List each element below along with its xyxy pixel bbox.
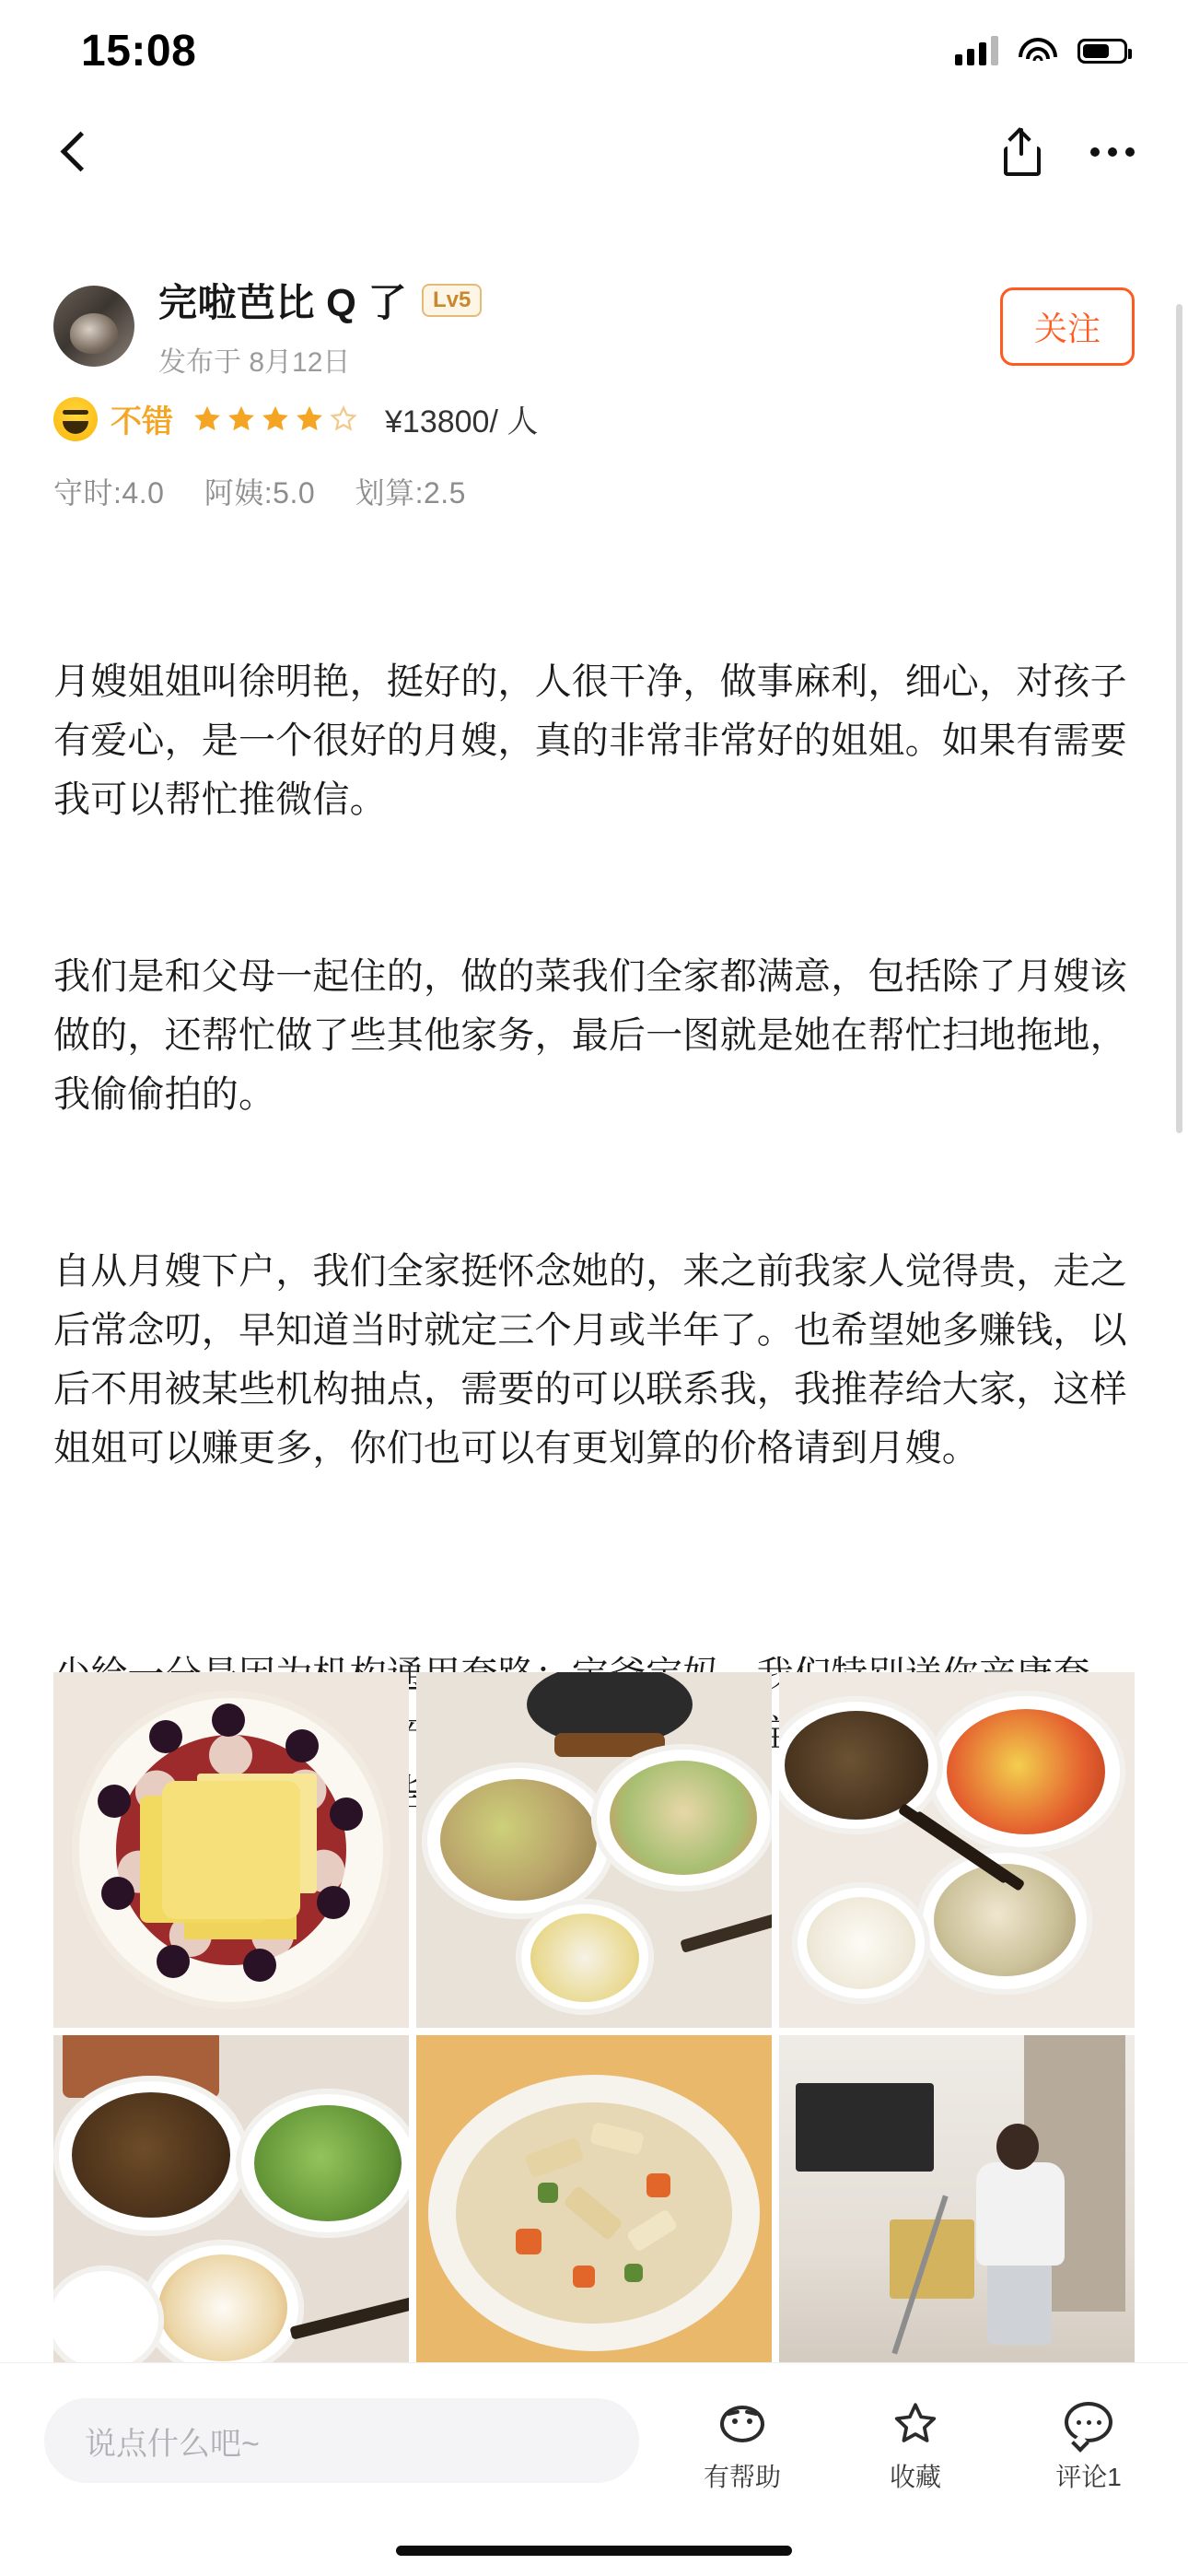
smiling-face-icon	[53, 397, 98, 441]
sub-score-value: 划算:2.5	[355, 476, 466, 509]
review-paragraph: 月嫂姐姐叫徐明艳，挺好的，人很干净，做事麻利，细心，对孩子有爱心，是一个很好的月嫂，真的非常非常好的姐姐。如果有需要我可以帮忙推微信。	[53, 662, 1127, 820]
review-paragraph: 我们是和父母一起住的，做的菜我们全家都满意，包括除了月嫂该做的，还帮忙做了些其他家务，最后一图就是她在帮忙扫地拖地，我偷偷拍的。	[53, 956, 1127, 1115]
post-date: 发布于 8月12日	[158, 347, 351, 378]
star-icon	[328, 404, 359, 435]
author-name[interactable]: 完啦芭比 Q 了	[158, 281, 408, 324]
home-indicator[interactable]	[396, 2546, 792, 2556]
back-chevron-icon[interactable]	[53, 131, 96, 173]
helpful-button[interactable]	[687, 2398, 798, 2494]
helpful-label: 有帮助	[703, 2463, 781, 2491]
scrollbar[interactable]	[1176, 304, 1182, 1133]
cellular-signal-icon	[955, 36, 998, 65]
rating-row	[53, 396, 1135, 441]
star-icon	[294, 404, 325, 435]
star-icon	[192, 404, 223, 435]
photo-fruit-platter[interactable]	[53, 1672, 409, 2028]
rating-word: 不错	[111, 404, 173, 439]
photo-grid	[53, 1672, 1135, 2391]
photo-meal-two-dishes[interactable]	[416, 1672, 772, 2028]
status-indicators	[955, 36, 1127, 65]
share-icon[interactable]	[1000, 128, 1044, 176]
price-text: ¥13800/ 人	[385, 404, 539, 439]
comment-bubble-icon	[1063, 2398, 1114, 2450]
star-icon	[226, 404, 257, 435]
wifi-icon	[1019, 36, 1057, 65]
helpful-face-icon	[716, 2398, 768, 2450]
battery-icon	[1077, 39, 1127, 64]
photo-meal-tomato-egg[interactable]	[779, 1672, 1135, 2028]
comment-label: 评论1	[1055, 2463, 1122, 2491]
photo-stew-bowl[interactable]	[416, 2035, 772, 2391]
author-row	[53, 276, 1135, 376]
sub-score-nanny: 阿姨:5.0	[204, 476, 316, 509]
more-options-icon[interactable]	[1090, 147, 1135, 157]
sub-scores	[53, 470, 1135, 512]
status-time: 15:08	[81, 26, 197, 76]
level-badge: Lv5	[422, 284, 482, 317]
avatar[interactable]	[53, 286, 134, 367]
favorite-button[interactable]	[860, 2398, 971, 2494]
bar-actions	[687, 2398, 1144, 2494]
sub-score-punctuality: 守时:4.0	[53, 476, 165, 509]
comment-input[interactable]: 说点什么吧~	[44, 2398, 639, 2483]
nav-bar	[0, 101, 1188, 203]
author-info	[158, 273, 1000, 380]
favorite-label: 收藏	[889, 2463, 941, 2491]
comment-button[interactable]	[1033, 2398, 1144, 2494]
star-outline-icon	[890, 2398, 941, 2450]
follow-button[interactable]: 关注	[1000, 287, 1135, 366]
star-rating	[192, 404, 359, 435]
review-paragraph: 自从月嫂下户，我们全家挺怀念她的，来之前我家人觉得贵，走之后常念叨，早知道当时就定三个月或半年了。也希望她多赚钱，以后不用被某些机构抽点，需要的可以联系我，我推荐给大家，这样姐姐可以赚更多，你们也可以有更划算的价格请到月嫂。	[53, 1251, 1127, 1469]
photo-meal-greens[interactable]	[53, 2035, 409, 2391]
photo-sweeping-floor[interactable]	[779, 2035, 1135, 2391]
bottom-action-bar	[0, 2362, 1188, 2576]
star-icon	[260, 404, 291, 435]
status-bar	[0, 0, 1188, 101]
nav-actions	[1000, 128, 1135, 176]
